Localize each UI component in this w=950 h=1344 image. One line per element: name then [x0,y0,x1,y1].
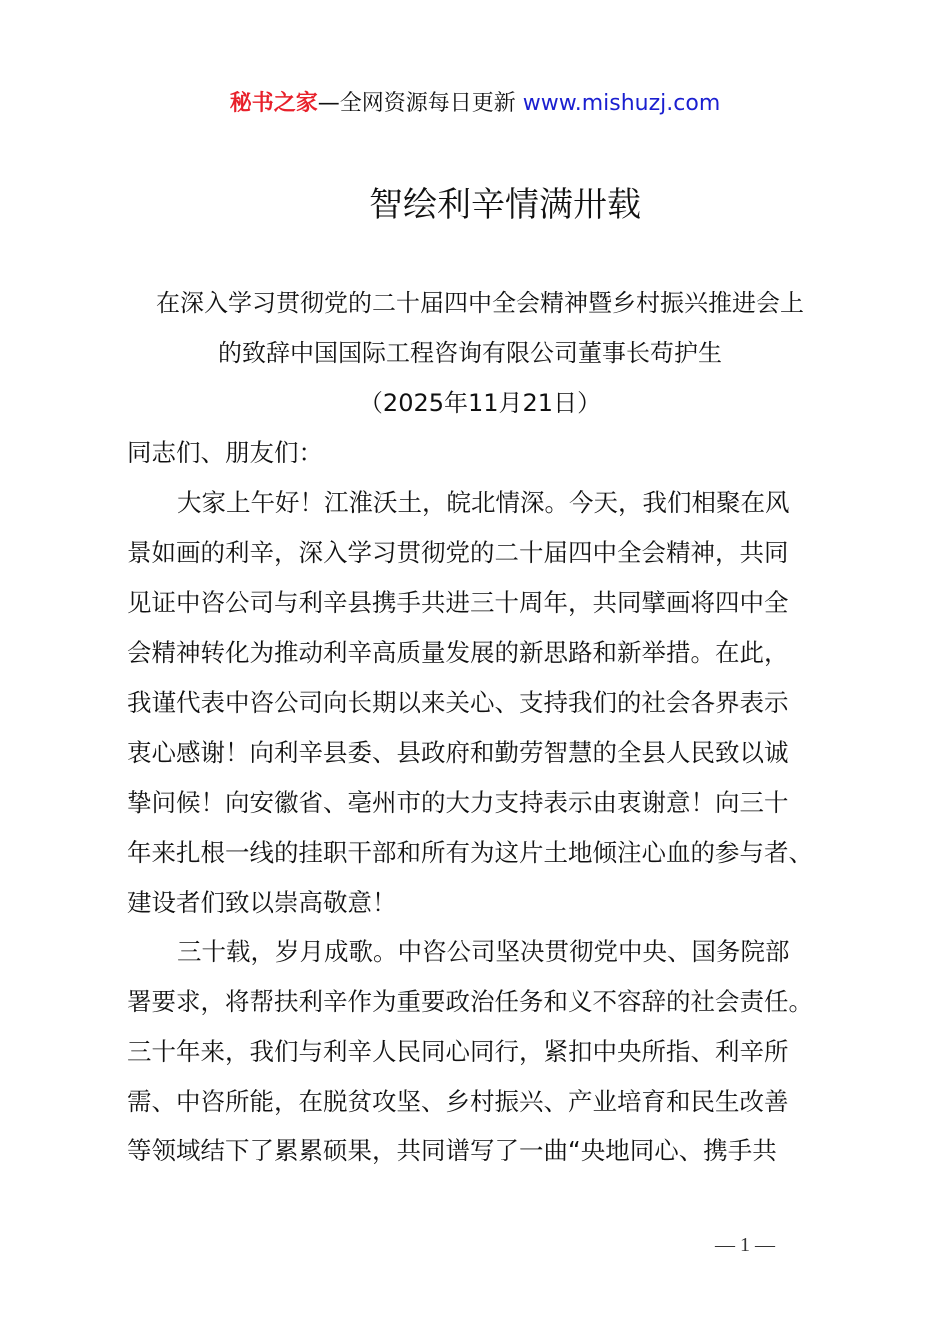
text-line: 衷心感谢！向利辛县委、县政府和勤劳智慧的全县人民致以诚 [127,738,789,767]
page-number: — 1 — [715,1234,775,1256]
site-banner [0,88,950,120]
text-line: 署要求，将帮扶利辛作为重要政治任务和义不容辞的社会责任。 [127,987,813,1016]
text-line: 等领域结下了累累硕果，共同谱写了一曲“央地同心、携手共 [127,1136,777,1165]
site-url-link[interactable]: www.mishuzj.com [522,91,721,116]
brand-name: 秘书之家 [229,91,318,116]
text-line: 需、中咨所能，在脱贫攻坚、乡村振兴、产业培育和民生改善 [127,1087,789,1116]
text-line: 三十载，岁月成歌。中咨公司坚决贯彻党中央、国务院部 [177,937,790,966]
subtitle-line: 在深入学习贯彻党的二十届四中全会精神暨乡村振兴推进会上 [156,289,804,317]
text-line: 三十年来，我们与利辛人民同心同行，紧扣中央所指、利辛所 [127,1037,789,1066]
text-line: 挚问候！向安徽省、亳州市的大力支持表示由衷谢意！向三十 [127,788,789,817]
text-line: 大家上午好！江淮沃土，皖北情深。今天，我们相聚在风 [177,488,790,517]
subtitle-line: 的致辞中国国际工程咨询有限公司董事长苟护生 [218,339,722,367]
banner-tagline: —全网资源每日更新 [317,91,516,116]
text-line: 建设者们致以崇高敬意！ [127,888,397,917]
text-line: 会精神转化为推动利辛高质量发展的新思路和新举措。在此， [127,638,789,667]
text-line: 见证中咨公司与利辛县携手共进三十周年，共同擘画将四中全 [127,588,789,617]
text-line: 我谨代表中咨公司向长期以来关心、支持我们的社会各界表示 [127,688,789,717]
text-line: 年来扎根一线的挂职干部和所有为这片土地倾注心血的参与者、 [127,838,813,867]
document-title: 智绘利辛情满卅载 [369,185,641,225]
subtitle-date: （2025年11月21日） [358,389,602,417]
salutation: 同志们、朋友们： [127,438,323,467]
text-line: 景如画的利辛，深入学习贯彻党的二十届四中全会精神，共同 [127,538,789,567]
